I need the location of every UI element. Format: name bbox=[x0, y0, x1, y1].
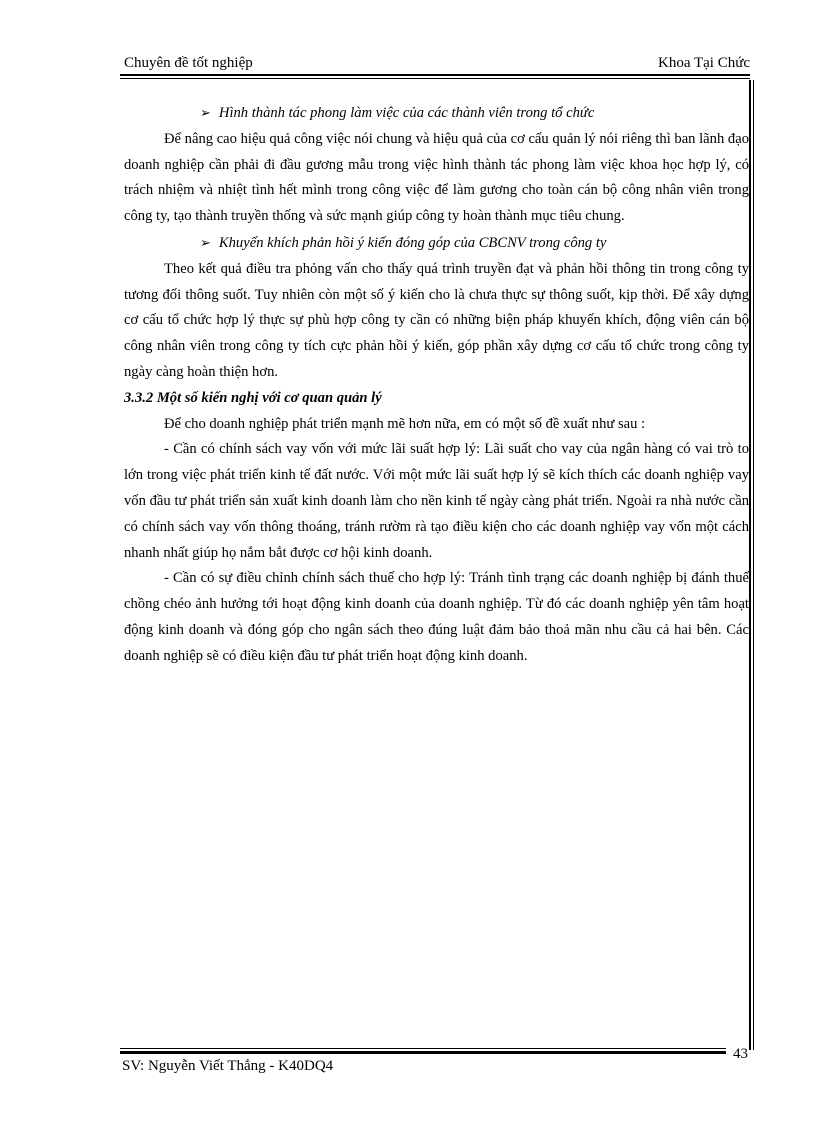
section-heading: 3.3.2 Một số kiến nghị với cơ quan quản lý bbox=[124, 389, 382, 406]
header-rule bbox=[120, 74, 750, 76]
paragraph: Để nâng cao hiệu quả công việc nói chung và hiệu quả của cơ cấu quản lý nói riêng thì ban lãnh đạo doanh nghiệp cần phải đi đầu gương mẫu trong việc hình thành tác phong làm việc khoa học hợp lý, có trách nhiệm và nhiệt tình hết mình trong công việc để làm gương cho toàn cán bộ công nhân viên trong công ty, tạo thành truyền thống và sức mạnh giúp công ty hoàn thành mục tiêu chung. bbox=[124, 130, 749, 225]
header-rule-thin bbox=[120, 78, 750, 79]
bullet-text: Hình thành tác phong làm việc của các thành viên trong tổ chức bbox=[218, 105, 595, 121]
paragraph: - Cần có chính sách vay vốn với mức lãi suất hợp lý: Lãi suất cho vay của ngân hàng có vai trò to lớn trong việc phát triển kinh tế đất nước. Với một mức lãi suất hợp lý sẽ kích thích các doanh nghiệp vay vốn đầu tư phát triển sản xuất kinh doanh làm cho nền kinh tế ngày càng phát triển. Ngoài ra nhà nước cần có chính sách vay vốn thông thoáng, tránh rườm rà tạo điều kiện cho các doanh nghiệp vay vốn một cách nhanh nhất giúp họ nắm bắt được cơ hội kinh doanh. bbox=[124, 441, 749, 561]
page-border-right-thin bbox=[753, 80, 754, 1050]
page-number: 43 bbox=[733, 1046, 748, 1062]
page-body bbox=[124, 100, 749, 670]
footer-rule-thin bbox=[120, 1048, 726, 1049]
footer-rule bbox=[120, 1051, 726, 1054]
bullet-item bbox=[124, 230, 749, 257]
paragraph: Để cho doanh nghiệp phát triển mạnh mẽ hơn nữa, em có một số đề xuất như sau : bbox=[164, 415, 646, 432]
bullet-text: Khuyến khích phản hồi ý kiến đóng góp của CBCNV trong công ty bbox=[218, 234, 607, 251]
paragraph: - Cần có sự điều chỉnh chính sách thuế cho hợp lý: Tránh tình trạng các doanh nghiệp bị đánh thuế chồng chéo ảnh hưởng tới hoạt động kinh doanh của doanh nghiệp. Từ đó các doanh nghiệp yên tâm hoạt động kinh doanh và đóng góp cho ngân sách theo đúng luật đảm bảo thoả mãn nhu cầu cả hai bên. Các doanh nghiệp sẽ có điều kiện đầu tư phát triển hoạt động kinh doanh. bbox=[124, 570, 749, 664]
header-right-text: Khoa Tại Chức bbox=[658, 55, 750, 71]
bullet-item bbox=[124, 100, 749, 127]
paragraph: Theo kết quả điều tra phỏng vấn cho thấy quá trình truyền đạt và phản hồi thông tin trong công ty tương đối thông suốt. Tuy nhiên còn một số ý kiến cho là chưa thực sự thông suốt, kịp thời. Để xây dựng cơ cấu tổ chức hợp lý thực sự phù hợp công ty cần có những biện pháp khuyến khích, động viên cán bộ công nhân viên trong công ty tích cực phản hồi ý kiến, góp phần xây dựng cơ cấu tổ chức trong công ty ngày càng hoàn thiện hơn. bbox=[124, 260, 749, 380]
page-border-right bbox=[749, 80, 751, 1050]
arrow-bullet-icon: ➢ bbox=[200, 105, 211, 120]
header-left-text: Chuyên đề tốt nghiệp bbox=[124, 55, 253, 71]
arrow-bullet-icon: ➢ bbox=[200, 234, 211, 250]
footer-author: SV: Nguyễn Viết Thắng - K40DQ4 bbox=[122, 1058, 334, 1074]
